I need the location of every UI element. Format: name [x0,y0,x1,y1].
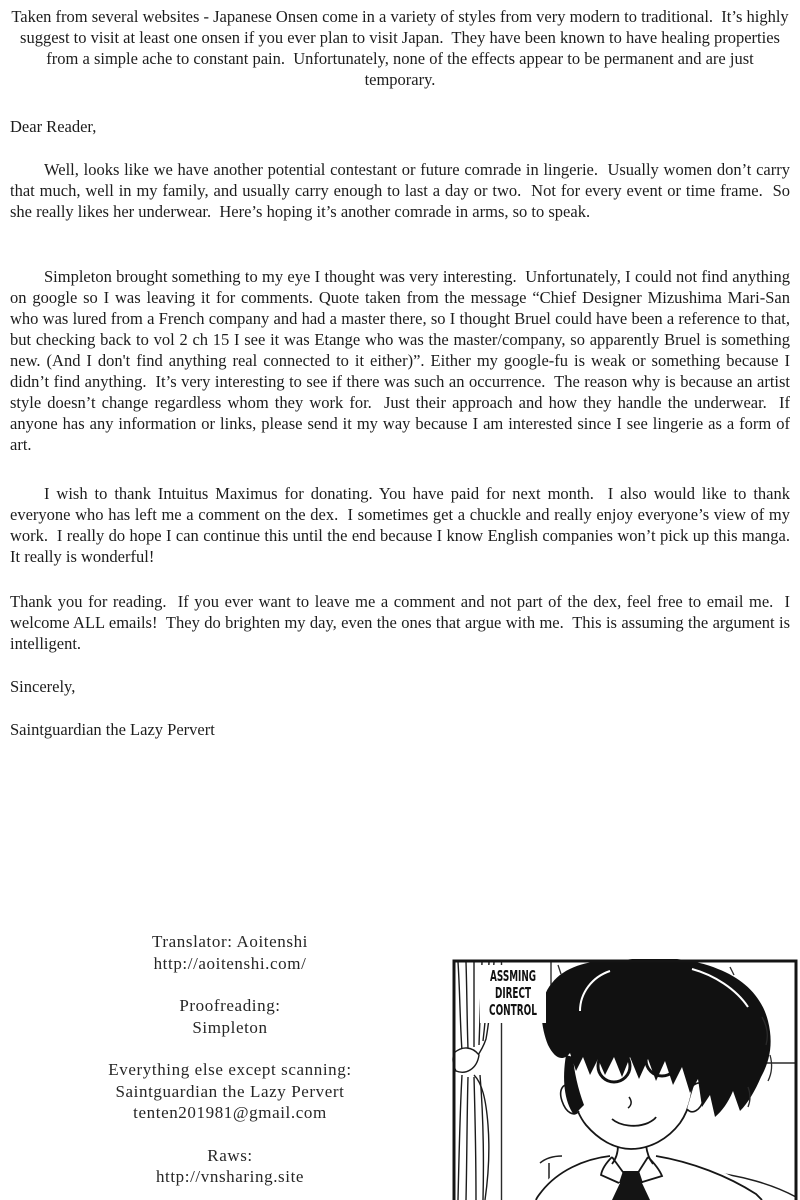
credits-block [0,931,460,1200]
credit-group-translator [0,931,460,974]
credit-group-proofreading [0,995,460,1038]
caption-line-2: DIRECT [495,984,532,1002]
signoff: Sincerely, [10,677,76,696]
credit-line-proofreading: Proofreading: [179,996,281,1015]
credit-line-raws-url: http://vnsharing.site [155,1167,305,1186]
manga-panel [452,959,798,1200]
closing-paragraph: Thank you for reading. If you ever want to leave me a comment and not part of the dex, feel free to email me. I welcome ALL emails! They do brighten my day, even the ones that argue with me. This is assuming the argument is intelligent. [10,592,795,653]
tie [619,1171,643,1183]
letter-paragraph-1: Well, looks like we have another potential contestant or future comrade in lingerie. Usually women don’t carry that much, well in my family, and usually carry enough to last a day or two. Not for every event or time frame. So she really likes her underwear. Here’s hoping it’s another comrade in arms, so to speak. [10,160,795,221]
credit-line-proofreader: Simpleton [192,1017,268,1037]
letter-paragraph-3: I wish to thank Intuitus Maximus for donating. You have paid for next month. I also would like to thank everyone who has left me a comment on the dex. I sometimes get a chuckle and really enjoy everyone’s view of my work. I really do hope I can continue this until the end because I know English companies won’t pick up this manga. It really is wonderful! [10,484,799,566]
salutation: Dear Reader, [10,117,97,136]
credit-group-everything-else [0,1059,460,1124]
caption-text [480,965,546,1023]
letter-paragraph-2: Simpleton brought something to my eye I thought was very interesting. Unfortunately, I could not find anything on google so I was leaving it for comments. Quote taken from the message “Chief Designer Mizushima Mari-San who was lured from a French company and had a master there, so I thought Bruel could have been a reference to that, but checking back to vol 2 ch 15 I see it was Etange who was the master/company, so apparently Bruel is something new. (And I don't find anything real connected to it either)”. Either my google-fu is weak or something because I didn’t find anything. It’s very interesting to see if there was such an occurrence. The reason why is because an artist style doesn’t change regardless whom they work for. Just their approach and how they handle the underwear. If anyone has any information or links, please send it my way because I am interested since I see lingerie as a form of art. [10,267,795,454]
credit-line-translator: Translator: Aoitenshi [151,932,308,951]
signature: Saintguardian the Lazy Pervert [10,720,215,739]
credit-line-everything-else-name: Saintguardian the Lazy Pervert [115,1081,345,1101]
manga-panel-illustration [452,959,798,1200]
credit-line-everything-else: Everything else except scanning: [108,1060,352,1079]
onsen-note: Taken from several websites - Japanese Onsen come in a variety of styles from very modern to traditional. It’s highly suggest to visit at least one onsen if you ever plan to visit Japan. They have been known to have healing properties from a simple ache to constant pain. Unfortunately, none of the effects appear to be permanent and are just temporary. [11,7,793,89]
credit-line-email: tenten201981@gmail.com [133,1103,327,1122]
credit-line-raws: Raws: [207,1145,253,1165]
caption-line-3: CONTROL [489,1001,538,1019]
credit-line-translator-url: http://aoitenshi.com/ [153,953,307,973]
caption-line-1: ASSMING [490,967,536,985]
credit-group-raws [0,1145,460,1188]
